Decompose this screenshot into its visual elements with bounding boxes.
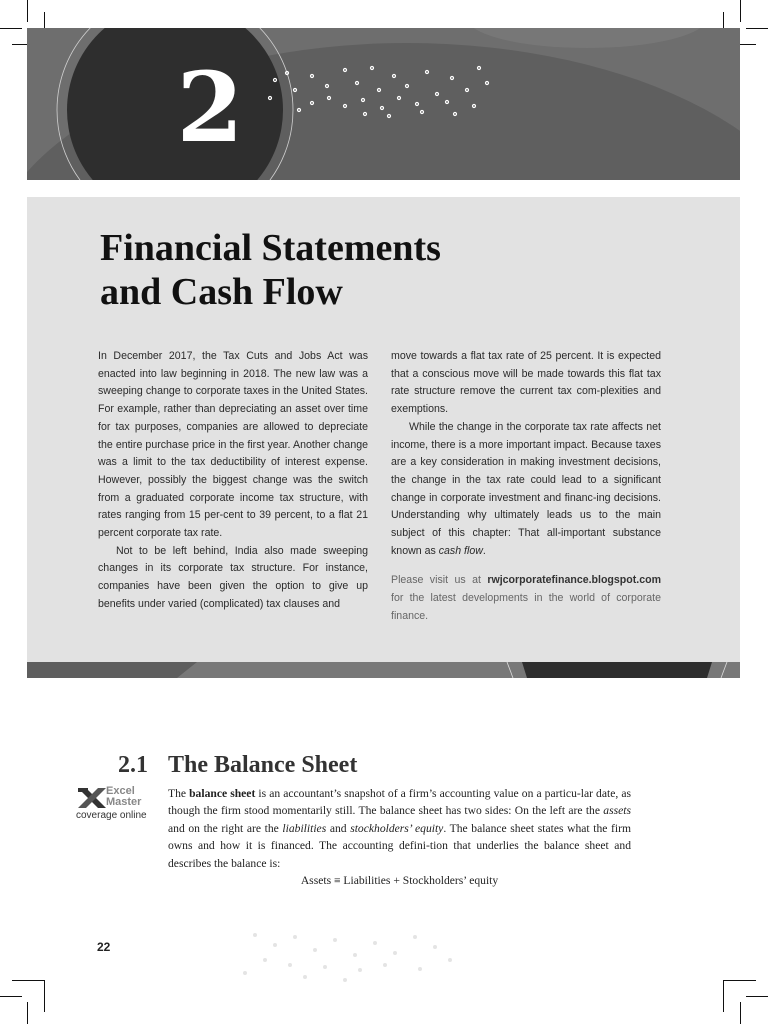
- intro-text: While the change in the corporate tax rate affects net income, there is a more important impact. Because taxes are a key consideration in making investment decisions, the change in the tax rate could lead to a significant change in corporate investment and financ-ing decisions. Understanding why ultimately leads us to the main subject of this chapter: That all-important substance known as: [391, 420, 661, 557]
- crop-mark: [0, 28, 22, 29]
- excel-word-1: Excel: [106, 785, 135, 797]
- section-heading: [118, 750, 518, 780]
- balance-sheet-term: balance sheet: [189, 787, 256, 800]
- blog-link[interactable]: rwjcorporatefinance.blogspot.com: [487, 574, 661, 587]
- cash-flow-term: cash flow: [438, 544, 483, 557]
- excel-word: [106, 786, 141, 808]
- body-text: The: [168, 787, 190, 800]
- balance-sheet-paragraph: [168, 785, 631, 872]
- excel-x-icon: [78, 788, 106, 808]
- excel-word-2: Master: [106, 796, 142, 808]
- visit-note: [391, 572, 661, 625]
- balance-equation: Assets ≡ Liabilities + Stockholders’ equity: [300, 874, 499, 887]
- crop-mark: [740, 0, 741, 22]
- excel-caption: coverage online: [76, 810, 147, 821]
- bar-graphic: [27, 662, 740, 678]
- crop-mark: [746, 996, 768, 997]
- liabilities-term: liabilities: [282, 821, 327, 835]
- equity-term: stockholders’ equity: [350, 821, 444, 835]
- panel-bottom-bar: [27, 662, 740, 678]
- intro-paragraph: move towards a flat tax rate of 25 percent. It is expected that a conscious move will be made towards this flat tax rate structure remove the current tax com-plexities and exemptions.: [391, 350, 661, 416]
- crop-mark: [27, 0, 28, 22]
- intro-paragraph: [391, 419, 661, 561]
- chapter-banner: [27, 28, 740, 180]
- intro-paragraph: In December 2017, the Tax Cuts and Jobs Act was enacted into law beginning in 2018. The new law was a sweeping change to corporate taxes in the United States. For example, rather than depreciating an asset over time for tax purposes, companies are allowed to depreciate the entire purchase price in the first year. Another change was a limit to the tax deductibility of interest expense. However, possibly the biggest change was the switch from a graduated corporate income tax structure, with rates ranging from 15 per-cent to 39 percent, to a flat 21 percent corporate tax rate.: [98, 350, 368, 540]
- chapter-number: 2: [176, 51, 244, 164]
- crop-mark: [740, 1002, 741, 1024]
- crop-mark: [723, 980, 724, 1012]
- crop-mark: [44, 980, 45, 1012]
- chapter-title: [100, 226, 620, 314]
- section-title: The Balance Sheet: [168, 752, 358, 778]
- visit-suffix: for the latest developments in the world of corporate finance.: [391, 592, 661, 622]
- decorative-dots-bottom: [235, 925, 475, 985]
- page-number: 22: [97, 940, 111, 954]
- crop-mark: [12, 980, 44, 981]
- intro-text: .: [482, 544, 486, 557]
- crop-mark: [27, 1002, 28, 1024]
- banner-graphic: [27, 28, 740, 180]
- crop-mark: [0, 996, 22, 997]
- body-text: and: [326, 821, 351, 835]
- visit-prefix: Please visit us at: [391, 574, 488, 587]
- body-text: is an accountant’s snapshot of a firm’s accounting value on a particu-lar date, as though the firm stood momentarily still. The balance sheet has two sides: On the left are the: [168, 787, 631, 818]
- intro-paragraph: Not to be left behind, India also made sweeping changes in its corporate tax structure. For instance, companies have been given the option to give up benefits under varied (complicated) tax clauses and: [98, 544, 368, 610]
- chapter-title-line-2: and Cash Flow: [100, 271, 343, 313]
- assets-term: assets: [603, 804, 631, 818]
- chapter-title-line-1: Financial Statements: [100, 227, 441, 269]
- section-number: 2.1: [118, 752, 148, 778]
- crop-mark: [746, 28, 768, 29]
- body-text: . The balance sheet states what the firm owns and how it is financed. The accounting defini-tion that underlies the balance sheet and describes the balance is:: [168, 821, 631, 870]
- crop-mark: [724, 980, 756, 981]
- body-text: and on the right are the: [168, 821, 283, 835]
- intro-column-right: [391, 348, 661, 626]
- intro-column-left: [98, 348, 368, 614]
